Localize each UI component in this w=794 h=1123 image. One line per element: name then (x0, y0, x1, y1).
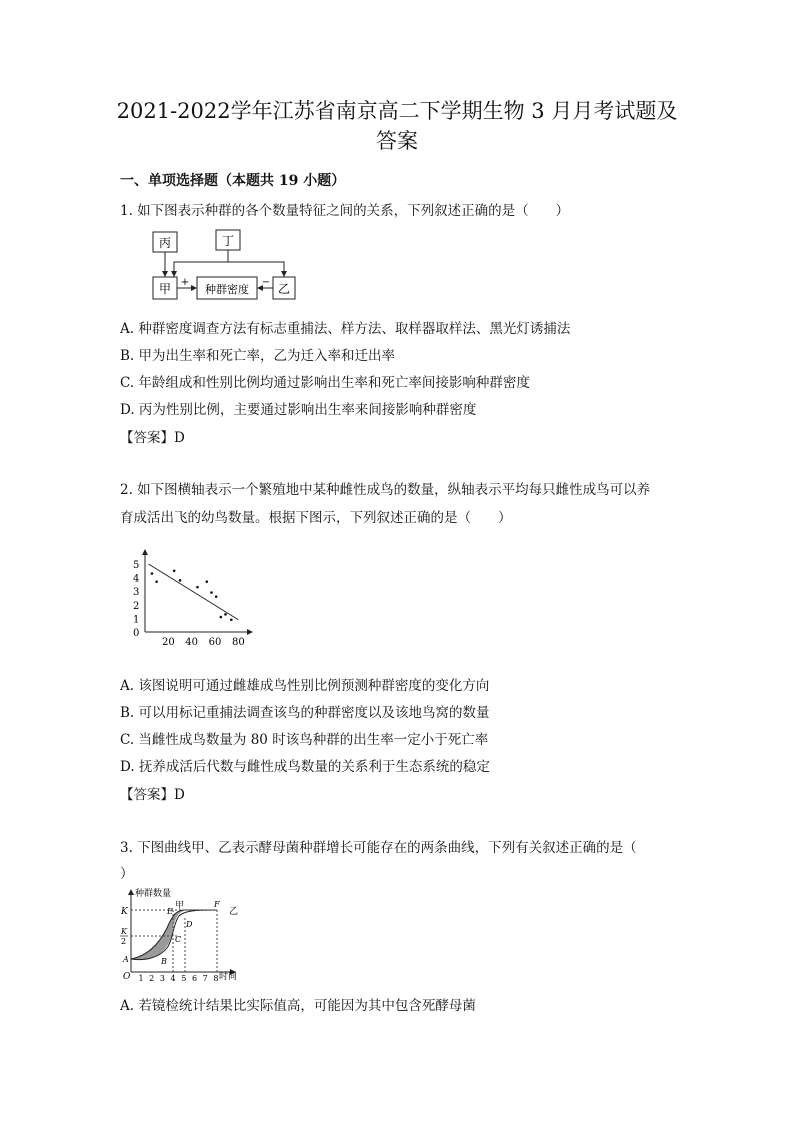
x-tick-label: 80 (231, 637, 245, 648)
x-tick-label: 3 (159, 974, 165, 983)
point-b: B (161, 957, 167, 966)
sign-minus: − (261, 277, 271, 288)
x-axis-label: 时间 (219, 972, 238, 982)
data-point (224, 613, 227, 616)
x-tick-label: 4 (170, 974, 176, 983)
x-tick-label: 60 (208, 637, 222, 648)
data-point (230, 618, 233, 621)
q2-option-b: B. 可以用标记重捕法调查该鸟的种群密度以及该地鸟窝的数量 (120, 705, 490, 721)
q1-option-b: B. 甲为出生率和死亡率，乙为迁入率和迁出率 (120, 348, 396, 364)
q2-stem-line-1: 2. 如下图横轴表示一个繁殖地中某种雌性成鸟的数量，纵轴表示平均每只雌性成鸟可以养 (120, 482, 651, 498)
y-tick-label: 4 (133, 573, 140, 585)
box-ding-label: 丁 (221, 234, 235, 248)
data-point (210, 591, 213, 594)
q1-option-d: D. 丙为性别比例，主要通过影响出生率来间接影响种群密度 (120, 402, 477, 418)
x-axis-arrow (247, 629, 253, 635)
box-bing-label: 丙 (158, 236, 172, 250)
arrow-ding-to-jia (174, 250, 228, 276)
box-population-density-label: 种群密度 (205, 283, 249, 296)
title-line-2: 答案 (376, 129, 418, 153)
trend-line (149, 564, 239, 620)
y-axis-label: 种群数量 (135, 889, 172, 899)
q1-answer: 【答案】D (120, 430, 185, 446)
data-point (173, 570, 176, 573)
data-point (155, 580, 158, 583)
q3-stem-line-1: 3. 下图曲线甲、乙表示酵母菌种群增长可能存在的两条曲线，下列有关叙述正确的是（ (120, 840, 637, 856)
q3-growth-curve-figure (115, 884, 245, 984)
x-tick-label: 5 (181, 974, 187, 983)
data-point (215, 595, 218, 598)
y-tick-label: 2 (133, 600, 140, 612)
label-jia: 甲 (175, 901, 185, 911)
point-f: F (214, 900, 220, 909)
q1-diagram (150, 226, 305, 304)
q1-stem: 1. 如下图表示种群的各个数量特征之间的关系，下列叙述正确的是（ ） (120, 203, 570, 219)
title-line-1: 2021-2022学年江苏省南京高二下学期生物 3 月月考试题及 (116, 99, 678, 123)
x-tick-label: 6 (191, 974, 198, 983)
data-point (206, 580, 209, 583)
y-label-k-half-den: 2 (121, 937, 127, 946)
data-point (151, 572, 154, 575)
q1-option-a: A. 种群密度调查方法有标志重捕法、样方法、取样器取样法、黑光灯诱捕法 (120, 321, 571, 337)
y-axis-arrow (142, 549, 148, 555)
y-tick-label: 0 (133, 628, 140, 639)
data-point (196, 586, 199, 589)
arrow-ding-to-yi (228, 262, 284, 276)
data-point (179, 579, 182, 582)
q2-option-d: D. 抚养成活后代数与雌性成鸟数量的关系利于生态系统的稳定 (120, 759, 490, 775)
point-d: D (186, 920, 193, 929)
box-jia-label: 甲 (158, 282, 172, 296)
y-label-k: K (121, 907, 128, 917)
q2-option-a: A. 该图说明可通过雌雄成鸟性别比例预测种群密度的变化方向 (120, 678, 490, 694)
x-tick-label: 1 (138, 974, 144, 983)
x-tick-label: 20 (161, 637, 175, 648)
point-c: C (175, 935, 182, 944)
document-title (100, 96, 694, 156)
q2-option-c: C. 当雌性成鸟数量为 80 时该鸟种群的出生率一定小于死亡率 (120, 732, 489, 748)
origin-label: O (123, 972, 131, 982)
q1-option-c: C. 年龄组成和性别比例均通过影响出生率和死亡率间接影响种群密度 (120, 375, 530, 391)
point-e: E (167, 907, 173, 916)
x-tick-label: 8 (213, 974, 219, 983)
q2-answer: 【答案】D (120, 787, 185, 803)
q3-option-a: A. 若镜检统计结果比实际值高，可能因为其中包含死酵母菌 (120, 998, 476, 1014)
sign-plus: + (180, 277, 190, 288)
y-tick-label: 3 (133, 587, 140, 599)
y-tick-label: 1 (133, 614, 140, 626)
y-axis-arrow (128, 889, 134, 895)
y-tick-label: 5 (133, 560, 140, 571)
x-tick-label: 40 (185, 637, 199, 648)
x-tick-label: 2 (149, 974, 155, 983)
y-label-k-half-num: K (121, 927, 127, 936)
point-a: A (123, 955, 129, 964)
q2-stem-line-2: 育成活出飞的幼鸟数量。根据下图示，下列叙述正确的是（ ） (120, 510, 512, 526)
q3-stem-line-2: ） (120, 866, 134, 882)
label-yi: 乙 (229, 907, 239, 917)
x-tick-label: 7 (202, 974, 208, 983)
section-heading: 一、单项选择题（本题共 19 小题） (120, 173, 346, 189)
data-point (220, 616, 223, 619)
q2-scatter-chart (128, 548, 258, 648)
box-yi-label: 乙 (277, 282, 291, 296)
